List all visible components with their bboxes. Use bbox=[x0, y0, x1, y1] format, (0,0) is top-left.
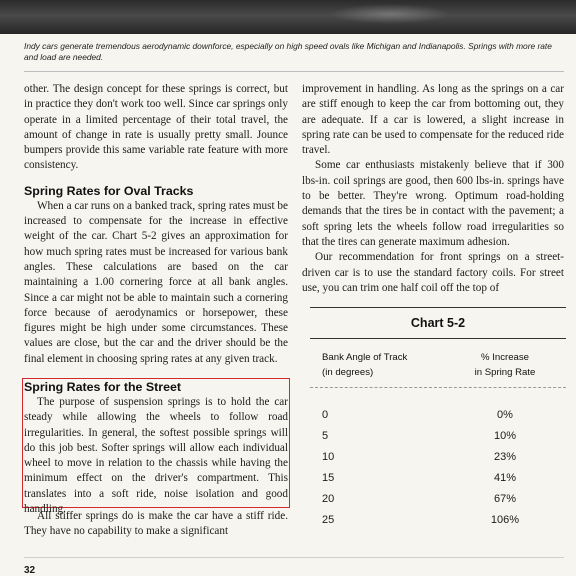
bank-angle-cell: 0 bbox=[322, 409, 329, 421]
oval-tracks-heading: Spring Rates for Oval Tracks bbox=[24, 183, 194, 198]
street-section bbox=[24, 380, 288, 517]
street-after-paragraph: All stiffer springs do is make the car have a stiff ride. They have no capability to make a significant bbox=[24, 510, 288, 538]
col-header-increase-line2: in Spring Rate bbox=[474, 367, 536, 378]
bank-angle-cell: 20 bbox=[322, 493, 335, 505]
bank-angle-cell: 5 bbox=[322, 430, 329, 442]
street-heading: Spring Rates for the Street bbox=[24, 380, 181, 394]
bank-angle-cell: 25 bbox=[322, 514, 335, 526]
chart-row bbox=[310, 514, 566, 532]
photo-strip bbox=[0, 0, 576, 34]
col-header-bank-angle bbox=[322, 350, 442, 380]
chart-row bbox=[310, 472, 566, 490]
percent-increase-cell: 23% bbox=[493, 451, 517, 463]
chart-5-2 bbox=[310, 307, 566, 542]
chart-row bbox=[310, 409, 566, 427]
chart-header-divider bbox=[310, 387, 566, 388]
intro-paragraph: other. The design concept for these springs is correct, but in practice they don't work too well. Since car springs only operate in a limited percentage of their total travel, the amount of change in rate is usually pretty small. Jounce bumpers provide this same variable rate feature with more consistency. bbox=[24, 83, 288, 172]
oval-tracks-paragraph: When a car runs on a banked track, spring rates must be increased to compensate for the increase in effective weight of the car. Chart 5-2 gives an approximation for how much spring rates must be increased for various bank angles. These calculations are based on the car maintaining a 1.00 cornering force at all bank angles. Since a car might not be able to maintain such a cornering force because of aerodynamics or horsepower, these figures might be high under some circumstances. These values are close, but the car and the driver should be the final element in choosing spring rates at any given track. bbox=[24, 199, 288, 365]
chart-row bbox=[310, 493, 566, 511]
right-paragraph-1: improvement in handling. As long as the springs on a car are stiff enough to keep the car from bottoming out, they are adequate. If a car is lowered, a slight increase in spring rate can be used to compensate for the reduced ride travel. bbox=[302, 83, 564, 157]
col-header-increase bbox=[450, 350, 560, 380]
street-paragraph: The purpose of suspension springs is to hold the car steady while allowing the wheels to follow road irregularities. In general, the softest possible springs will do this job best. Softer springs will allow each individual wheel to move in relation to the chassis while having the minimum effect on the driver's compartment. This translates into a soft ride, noise isolation and good handling. bbox=[24, 396, 288, 516]
right-column bbox=[302, 82, 564, 296]
percent-increase-cell: 10% bbox=[493, 430, 517, 442]
photo-caption: Indy cars generate tremendous aerodynamic downforce, especially on high speed ovals like Michigan and Indianapolis. Springs with more rate and load are needed. bbox=[24, 41, 552, 62]
page-number: 32 bbox=[24, 565, 36, 576]
bank-angle-cell: 10 bbox=[322, 451, 335, 463]
col-header-bank-angle-line2: (in degrees) bbox=[322, 367, 374, 378]
chart-title-rule bbox=[310, 338, 566, 339]
col-header-increase-line1: % Increase bbox=[481, 352, 529, 363]
right-paragraph-2: Some car enthusiasts mistakenly believe that if 300 lbs-in. coil springs are good, then 600 lbs-in. springs have to be better. They're wrong. Optimum road-holding demands that the tires be in contact with the pavement; a soft spring lets the wheels follow road irregularities so that the tires can generate maximum adhesion. bbox=[302, 159, 564, 248]
percent-increase-cell: 67% bbox=[493, 493, 517, 505]
percent-increase-cell: 41% bbox=[493, 472, 517, 484]
percent-increase-cell: 0% bbox=[497, 409, 513, 421]
col-header-bank-angle-line1: Bank Angle of Track bbox=[322, 352, 408, 363]
percent-increase-cell: 106% bbox=[490, 514, 520, 526]
chart-title: Chart 5-2 bbox=[410, 316, 466, 330]
chart-row bbox=[310, 451, 566, 469]
left-column bbox=[24, 82, 288, 367]
footer-divider bbox=[24, 557, 564, 558]
right-paragraph-3: Our recommendation for front springs on a street-driven car is to use the standard factory coils. For street use, you can trim one half coil off the top of bbox=[302, 251, 564, 294]
chart-top-rule bbox=[310, 307, 566, 308]
chart-row bbox=[310, 430, 566, 448]
bank-angle-cell: 15 bbox=[322, 472, 335, 484]
caption-divider bbox=[24, 71, 564, 72]
